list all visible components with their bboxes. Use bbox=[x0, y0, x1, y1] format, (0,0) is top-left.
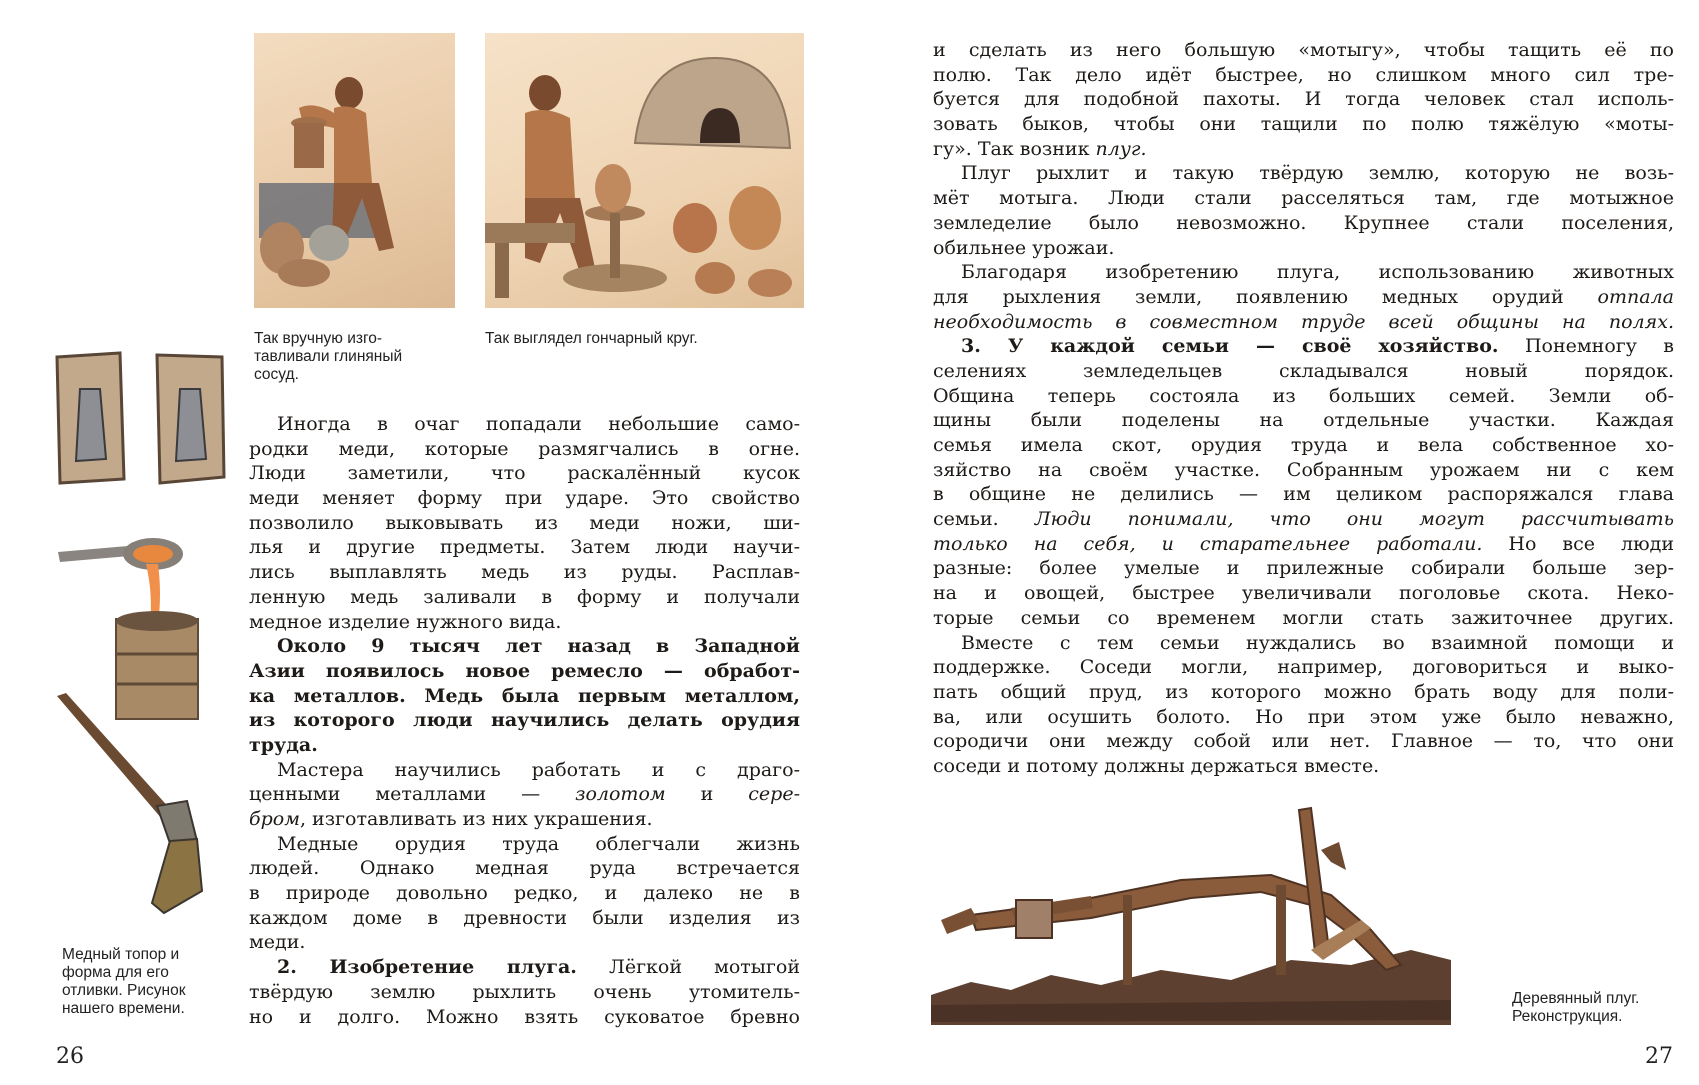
text-line bbox=[933, 458, 1674, 483]
text-segment: Люди заметили, что раскалённый кусок bbox=[249, 462, 800, 485]
text-segment: соседи и потому должны держаться вместе. bbox=[933, 754, 1380, 777]
text-segment: сородичи они между собой или нет. Главное — то, что они bbox=[933, 730, 1674, 753]
text-line bbox=[249, 511, 800, 536]
text-segment: Медные орудия труда облегчали жизнь bbox=[277, 832, 800, 855]
italic-text: отпала bbox=[1597, 285, 1674, 308]
text-line bbox=[249, 930, 800, 955]
text-line bbox=[933, 631, 1674, 656]
text-segment: Лёгкой мотыгой bbox=[576, 956, 800, 979]
text-line bbox=[933, 285, 1674, 310]
copper-axe-caption bbox=[62, 946, 186, 1018]
text-line bbox=[933, 655, 1674, 680]
text-segment: но и долго. Можно взять суковатое бревно bbox=[249, 1005, 800, 1028]
text-segment: Благодаря изобретению плуга, использованию животных bbox=[961, 261, 1674, 284]
hand-pottery-caption bbox=[254, 330, 402, 384]
bold-text: из которого люди научились делать орудия bbox=[249, 709, 800, 732]
text-line bbox=[249, 412, 800, 437]
text-segment: полю. Так дело идёт быстрее, но слишком много сил тре- bbox=[933, 63, 1674, 86]
caption-line: тавливали глиняный bbox=[254, 348, 403, 365]
caption-line: сосуд. bbox=[254, 366, 299, 383]
text-line bbox=[249, 634, 800, 659]
text-segment: и сделать из него большую «мотыгу», чтобы тащить её по bbox=[933, 39, 1674, 61]
text-segment: твёрдую землю рыхлить очень утомитель- bbox=[249, 980, 800, 1003]
text-segment: на и овощей, быстрее увеличивали поголовье скота. Неко- bbox=[933, 582, 1674, 605]
text-segment: для рыхления земли, появлению медных орудий bbox=[933, 285, 1598, 308]
text-line bbox=[933, 359, 1674, 384]
text-line bbox=[933, 334, 1674, 359]
text-segment: Понемногу в bbox=[1498, 335, 1674, 358]
text-segment: лья и другие предметы. Затем люди научи- bbox=[249, 536, 800, 559]
text-line bbox=[933, 754, 1674, 779]
caption-line: Деревянный плуг. bbox=[1512, 990, 1640, 1007]
text-line bbox=[933, 384, 1674, 409]
text-segment: в общине не делились — им целиком распоряжался глава bbox=[933, 483, 1674, 506]
bold-text: Азии появилось новое ремесло — обработ- bbox=[249, 659, 800, 682]
text-line bbox=[249, 955, 800, 980]
text-line bbox=[933, 408, 1674, 433]
text-line bbox=[933, 137, 1674, 162]
text-segment: ценными металлами — bbox=[249, 783, 576, 806]
text-line bbox=[933, 680, 1674, 705]
text-segment: Община теперь состояла из больших семей. Земли об- bbox=[933, 384, 1674, 407]
text-segment: лись выплавлять медь из руды. Расплав- bbox=[249, 561, 800, 584]
text-segment: и bbox=[665, 783, 749, 806]
bold-text: ка металлов. Медь была первым металлом, bbox=[249, 684, 800, 707]
potters-wheel-caption bbox=[485, 330, 698, 348]
italic-text: только на себя, и старательнее работали. bbox=[933, 532, 1483, 555]
caption-line: нашего времени. bbox=[62, 1000, 185, 1017]
text-line bbox=[933, 606, 1674, 631]
bold-text: Около 9 тысяч лет назад в Западной bbox=[277, 635, 800, 658]
text-line bbox=[249, 1005, 800, 1030]
text-line bbox=[249, 437, 800, 462]
right-page-body-text bbox=[933, 38, 1674, 779]
italic-text: сере- bbox=[748, 783, 800, 806]
bold-text: 2. Изобретение плуга. bbox=[277, 956, 577, 979]
bold-text: труда. bbox=[249, 733, 318, 756]
text-segment: Плуг рыхлит и такую твёрдую землю, которую не возь- bbox=[961, 162, 1674, 185]
text-line bbox=[249, 782, 800, 807]
caption-line: отливки. Рисунок bbox=[62, 982, 186, 999]
text-segment: Мастера научились работать и с драго- bbox=[277, 758, 800, 781]
text-line bbox=[249, 856, 800, 881]
text-segment: ленную медь заливали в форму и получали bbox=[249, 585, 800, 608]
text-line bbox=[933, 310, 1674, 335]
italic-text: золотом bbox=[575, 783, 666, 806]
italic-text: бром bbox=[249, 808, 300, 830]
text-line bbox=[249, 733, 800, 758]
text-segment: , изготавливать из них украшения. bbox=[299, 808, 653, 830]
page-number-left: 26 bbox=[56, 1044, 84, 1069]
text-line bbox=[933, 705, 1674, 730]
potters-wheel-illustration bbox=[485, 33, 804, 308]
caption-line: Реконструкция. bbox=[1512, 1008, 1623, 1025]
text-line bbox=[249, 881, 800, 906]
wooden-plough-illustration bbox=[931, 800, 1491, 1025]
text-line bbox=[249, 980, 800, 1005]
text-line bbox=[933, 87, 1674, 112]
text-segment: семьи. bbox=[933, 508, 1035, 531]
italic-text: плуг. bbox=[1095, 137, 1147, 160]
text-segment: щины были поделены на отдельные участки. Каждая bbox=[933, 409, 1674, 432]
text-line bbox=[249, 610, 800, 635]
caption-line: Так выглядел гончарный круг. bbox=[485, 330, 698, 347]
hand-pottery-illustration bbox=[254, 33, 455, 308]
italic-text: необходимость в совместном труде всей общины на полях. bbox=[933, 310, 1674, 333]
text-line bbox=[249, 906, 800, 931]
text-segment: меди меняет форму при ударе. Это свойство bbox=[249, 487, 800, 510]
text-line bbox=[933, 532, 1674, 557]
text-line bbox=[249, 535, 800, 560]
text-segment: мёт мотыга. Люди стали расселяться там, где мотыжное bbox=[933, 187, 1674, 210]
text-line bbox=[933, 729, 1674, 754]
text-line bbox=[249, 758, 800, 783]
text-line bbox=[249, 585, 800, 610]
text-segment: медное изделие нужного вида. bbox=[249, 610, 562, 633]
text-segment: зовать быков, чтобы они тащили по полю тяжёлую «моты- bbox=[933, 113, 1674, 136]
text-segment: семья имела скот, орудия труда и вела собственное хо- bbox=[933, 434, 1674, 456]
plough-caption bbox=[1512, 990, 1639, 1026]
text-line bbox=[933, 63, 1674, 88]
left-page-body-text bbox=[249, 412, 800, 1029]
copper-axe-illustration bbox=[52, 691, 227, 921]
text-line bbox=[249, 461, 800, 486]
text-line bbox=[933, 112, 1674, 137]
text-segment: гу». Так возник bbox=[933, 137, 1096, 160]
text-line bbox=[933, 433, 1674, 458]
caption-line: форма для его bbox=[62, 964, 169, 981]
text-line bbox=[249, 684, 800, 709]
text-segment: позволило выковывать из меди ножи, ши- bbox=[249, 511, 800, 534]
text-segment: земледелие было невозможно. Крупнее стали поселения, bbox=[933, 211, 1674, 234]
text-segment: родки меди, которые размягчались в огне. bbox=[249, 437, 800, 460]
text-line bbox=[933, 482, 1674, 507]
text-line bbox=[249, 659, 800, 684]
text-line bbox=[933, 38, 1674, 63]
text-line bbox=[933, 507, 1674, 532]
bold-text: 3. У каждой семьи — своё хозяйство. bbox=[961, 335, 1499, 358]
text-segment: буется для подобной пахоты. И тогда человек стал исполь- bbox=[933, 88, 1674, 111]
text-segment: Иногда в очаг попадали небольшие само- bbox=[277, 413, 800, 435]
text-line bbox=[933, 581, 1674, 606]
text-line bbox=[933, 161, 1674, 186]
italic-text: Люди понимали, что они могут рассчитывать bbox=[1034, 508, 1674, 531]
text-line bbox=[249, 560, 800, 585]
stone-mold-illustration bbox=[52, 349, 232, 487]
text-line bbox=[249, 807, 800, 832]
text-line bbox=[933, 260, 1674, 285]
text-segment: Вместе с тем семьи нуждались во взаимной помощи и bbox=[961, 631, 1674, 654]
text-segment: торые семьи со временем могли стать зажиточнее других. bbox=[933, 606, 1674, 629]
caption-line: Медный топор и bbox=[62, 946, 180, 963]
text-segment: людей. Однако медная руда встречается bbox=[249, 857, 800, 880]
text-segment: меди. bbox=[249, 931, 306, 954]
text-line bbox=[933, 556, 1674, 581]
text-segment: обильнее урожаи. bbox=[933, 236, 1115, 259]
text-segment: каждом доме в древности были изделия из bbox=[249, 906, 800, 929]
text-segment: поддержке. Соседи могли, например, договориться и выко- bbox=[933, 656, 1674, 679]
text-segment: селениях земледельцев складывался новый порядок. bbox=[933, 359, 1674, 382]
text-line bbox=[933, 211, 1674, 236]
caption-line: Так вручную изго- bbox=[254, 330, 383, 347]
text-line bbox=[933, 236, 1674, 261]
text-segment: Но все люди bbox=[1482, 532, 1674, 555]
text-segment: зяйство на своём участке. Собранным урожаем ни с кем bbox=[933, 458, 1674, 481]
page-number-right: 27 bbox=[1645, 1044, 1673, 1069]
text-segment: пать общий пруд, из которого можно брать воду для поли- bbox=[933, 680, 1674, 703]
text-line bbox=[249, 708, 800, 733]
text-line bbox=[249, 486, 800, 511]
text-line bbox=[933, 186, 1674, 211]
text-segment: ва, или осушить болото. Но при этом уже было неважно, bbox=[933, 705, 1674, 728]
text-segment: в природе довольно редко, и далеко не в bbox=[249, 882, 800, 905]
text-line bbox=[249, 832, 800, 857]
text-segment: разные: более умелые и прилежные собирали больше зер- bbox=[933, 557, 1674, 580]
